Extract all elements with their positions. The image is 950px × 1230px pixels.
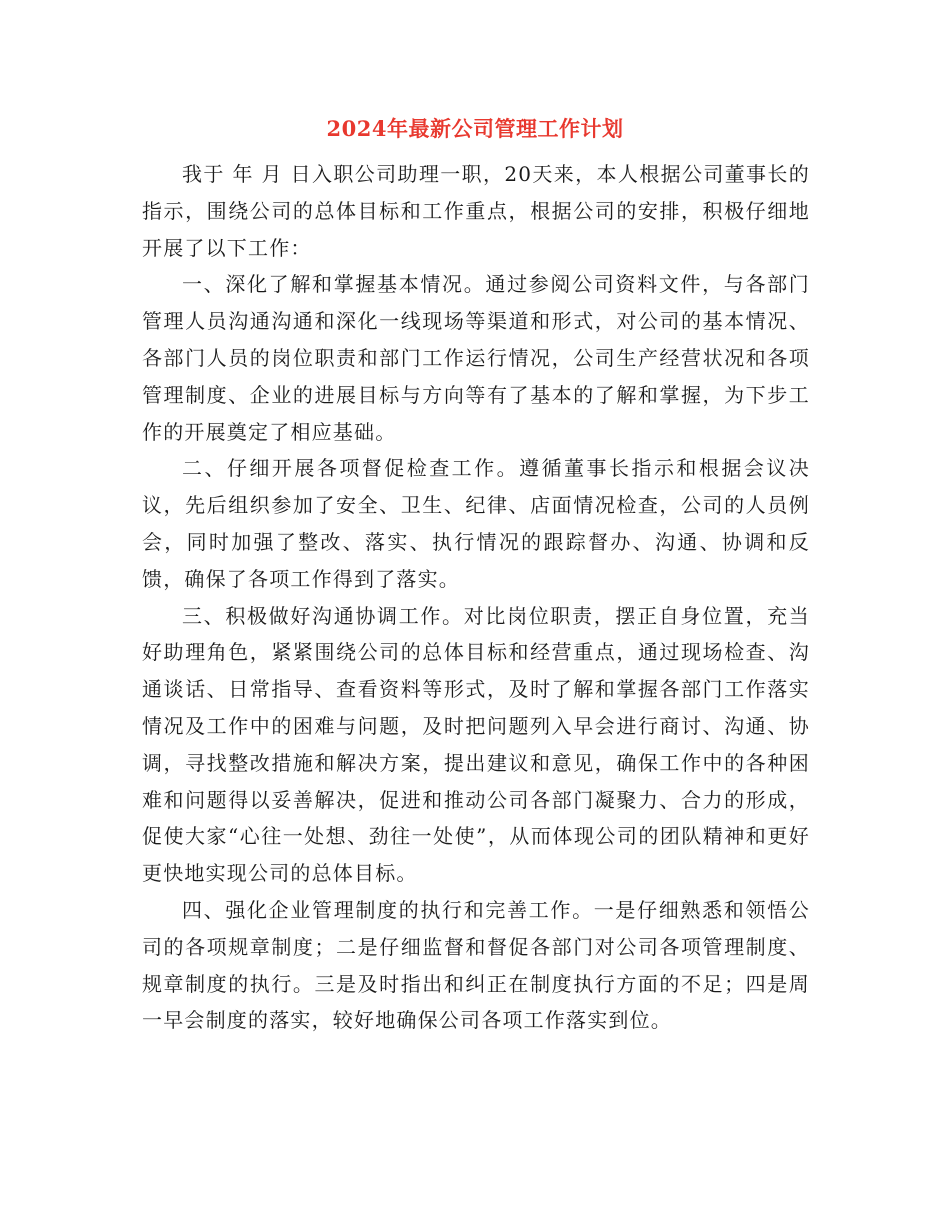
- document-body: [142, 156, 810, 1039]
- paragraph-intro: 我于 年 月 日入职公司助理一职，20天来，本人根据公司董事长的指示，围绕公司的总体目标和工作重点，根据公司的安排，积极仔细地开展了以下工作：: [142, 162, 810, 260]
- paragraph-section-1: 一、深化了解和掌握基本情况。通过参阅公司资料文件，与各部门管理人员沟通沟通和深化一线现场等渠道和形式，对公司的基本情况、各部门人员的岗位职责和部门工作运行情况，公司生产经营状况和各项管理制度、企业的进展目标与方向等有了基本的了解和掌握，为下步工作的开展奠定了相应基础。: [142, 272, 810, 444]
- paragraph-section-2: 二、仔细开展各项督促检查工作。遵循董事长指示和根据会议决议，先后组织参加了安全、卫生、纪律、店面情况检查，公司的人员例会，同时加强了整改、落实、执行情况的跟踪督办、沟通、协调和反馈，确保了各项工作得到了落实。: [142, 456, 810, 591]
- document-title: 2024年最新公司管理工作计划: [326, 116, 624, 141]
- paragraph-section-3: 三、积极做好沟通协调工作。对比岗位职责，摆正自身位置，充当好助理角色，紧紧围绕公司的总体目标和经营重点，通过现场检查、沟通谈话、日常指导、查看资料等形式，及时了解和掌握各部门工作落实情况及工作中的困难与问题，及时把问题列入早会进行商讨、沟通、协调，寻找整改措施和解决方案，提出建议和意见，确保工作中的各种困难和问题得以妥善解决，促进和推动公司各部门凝聚力、合力的形成，促使大家“心往一处想、劲往一处使”，从而体现公司的团队精神和更好更快地实现公司的总体目标。: [142, 603, 810, 886]
- paragraph-section-4: 四、强化企业管理制度的执行和完善工作。一是仔细熟悉和领悟公司的各项规章制度；二是仔细监督和督促各部门对公司各项管理制度、规章制度的执行。三是及时指出和纠正在制度执行方面的不足；四是周一早会制度的落实，较好地确保公司各项工作落实到位。: [142, 897, 810, 1033]
